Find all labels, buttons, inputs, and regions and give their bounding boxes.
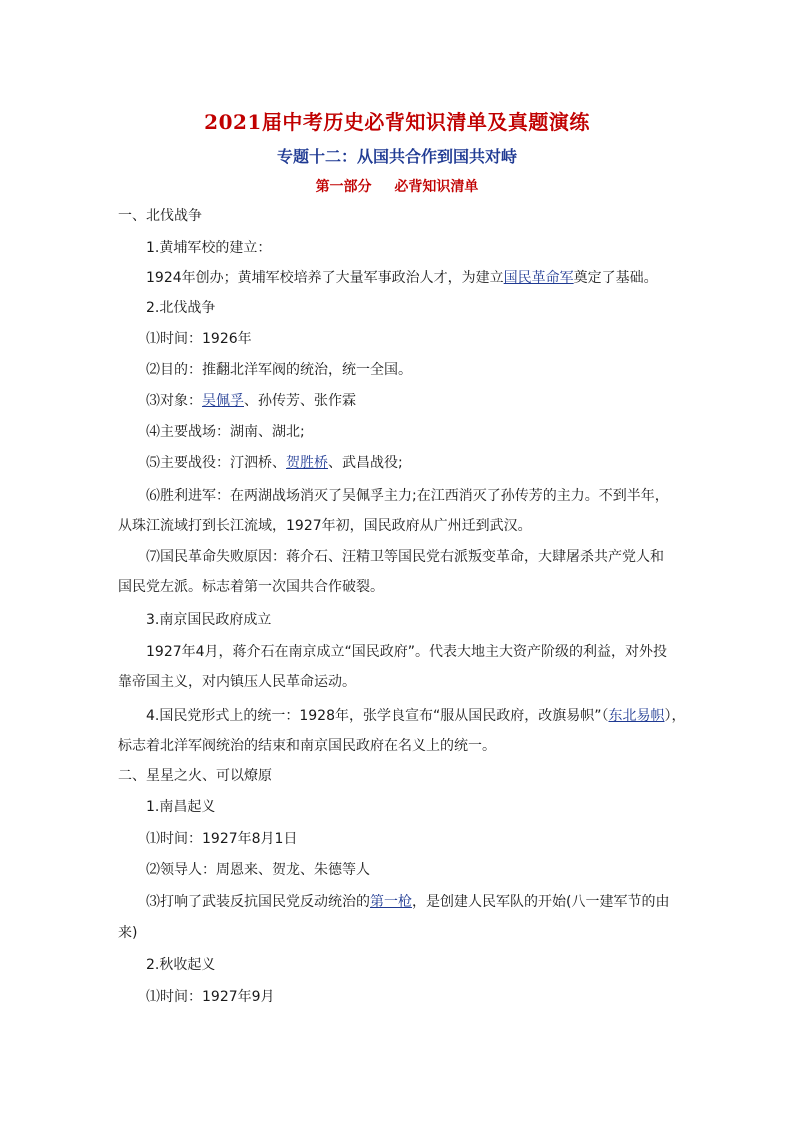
text-run: 奠定了基础。 [573, 270, 658, 286]
underlined-term: 吴佩孚 [202, 393, 244, 409]
list-item [146, 391, 356, 411]
text-run: 1924年创办；黄埔军校培养了大量军事政治人才，为建立 [146, 270, 504, 286]
list-item: ⑴时间：1926年 [146, 331, 252, 347]
text-run: 4.国民党形式上的统一：1928年，张学良宣布“服从国民政府，改旗易帜”（ [146, 708, 609, 724]
list-item: ⑵领导人：周恩来、贺龙、朱德等人 [146, 862, 370, 878]
underlined-term: 第一枪 [370, 894, 412, 910]
list-item: ⑷主要战场：湖南、湖北; [146, 424, 305, 440]
list-item [146, 892, 669, 912]
list-item [146, 453, 403, 473]
list-item-continuation: 国民党左派。标志着第一次国共合作破裂。 [118, 579, 384, 595]
text-run: ，是创建人民军队的开始(八一建军节的由 [412, 894, 670, 910]
underlined-term: 东北易帜 [608, 708, 665, 724]
text-run: 、孙传芳、张作霖 [244, 393, 356, 409]
subsection-title: 2.秋收起义 [146, 957, 216, 973]
paragraph-line [146, 268, 658, 288]
document-subtitle: 专题十二：从国共合作到国共对峙 [276, 147, 517, 166]
list-item-continuation: 来) [118, 925, 138, 941]
text-run: 、武昌战役; [328, 455, 403, 471]
list-item: ⑺国民革命失败原因：蒋介石、汪精卫等国民党右派叛变革命，大肆屠杀共产党人和 [146, 549, 664, 565]
text-run: ）， [664, 708, 686, 724]
document-title: 2021届中考历史必背知识清单及真题演练 [204, 110, 590, 134]
paragraph-line: 标志着北洋军阀统治的结束和南京国民政府在名义上的统一。 [118, 738, 496, 754]
section-heading-2: 二、星星之火、可以燎原 [118, 768, 272, 784]
list-item: ⑹胜利进军：在两湖战场消灭了吴佩孚主力;在江西消灭了孙传芳的主力。不到半年， [146, 488, 669, 504]
list-item-continuation: 从珠江流域打到长江流域，1927年初，国民政府从广州迁到武汉。 [118, 518, 532, 534]
subsection-title: 1.南昌起义 [146, 799, 216, 815]
text-run: ⑸主要战役：汀泗桥、 [146, 455, 286, 471]
underlined-term: 贺胜桥 [286, 455, 328, 471]
text-run: ⑶打响了武装反抗国民党反动统治的 [146, 894, 370, 910]
text-run: ⑶对象： [146, 393, 202, 409]
paragraph-line: 1927年4月，蒋介石在南京成立“国民政府”。代表大地主大资产阶级的利益，对外投 [146, 644, 668, 660]
list-item: ⑴时间：1927年9月 [146, 989, 275, 1005]
paragraph-line [146, 706, 686, 726]
subsection-title: 2.北伐战争 [146, 300, 216, 316]
paragraph-line: 靠帝国主义，对内镇压人民革命运动。 [118, 674, 356, 690]
list-item: ⑵目的：推翻北洋军阀的统治，统一全国。 [146, 362, 412, 378]
list-item: ⑴时间：1927年8月1日 [146, 831, 298, 847]
section-heading-1: 一、北伐战争 [118, 208, 202, 224]
subsection-title: 1.黄埔军校的建立： [146, 240, 272, 256]
subsection-title: 3.南京国民政府成立 [146, 612, 272, 628]
underlined-term: 国民革命军 [503, 270, 574, 286]
part-heading: 第一部分 必背知识清单 [315, 179, 479, 195]
